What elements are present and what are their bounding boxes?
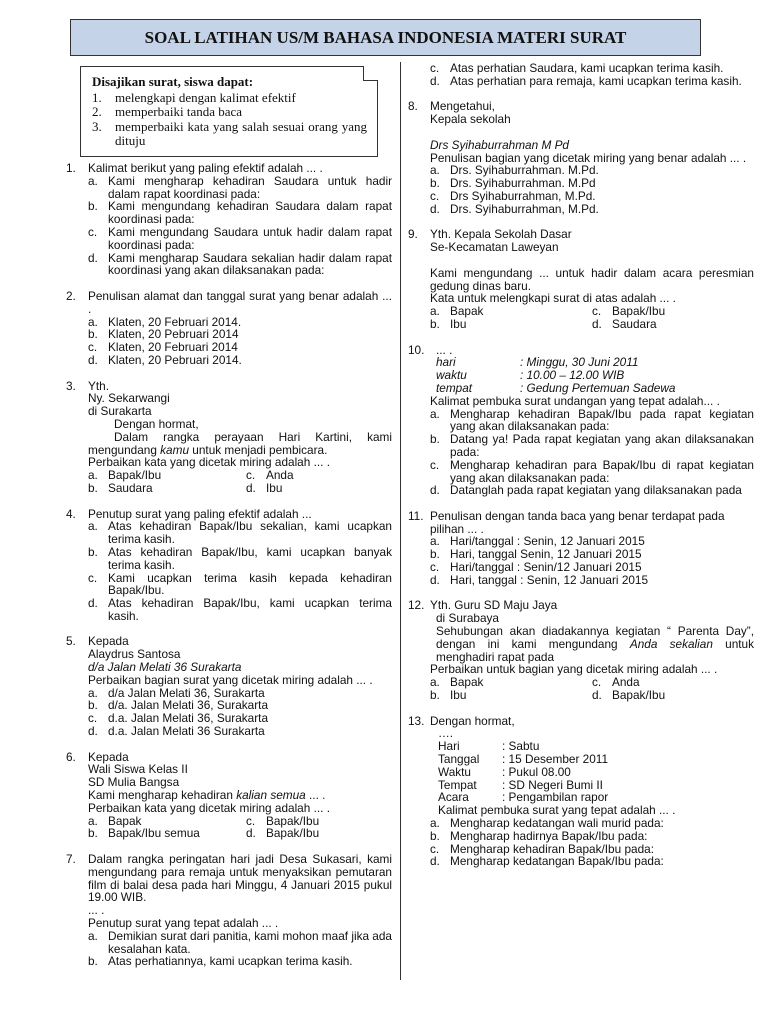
option-c[interactable]: c. Anda bbox=[592, 675, 640, 690]
question-2: 2. Penulisan alamat dan tanggal surat yang benar adalah ... . a. Klaten, 20 Februari 2014. b. Klaten, 20 Pebruari 2014 c. Klaten, 20 Februari 2014 d. Klaten, 20 Pebruari 2014. bbox=[66, 288, 392, 367]
objectives-heading: Disajikan surat, siswa dapat: bbox=[92, 74, 254, 89]
option-c[interactable]: c. Kami mengundang Saudara untuk hadir dalam rapat koordinasi pada: bbox=[88, 224, 392, 252]
question-stem: Penutup surat yang tepat adalah ... . bbox=[88, 916, 279, 931]
option-a[interactable]: a. Klaten, 20 Februari 2014. bbox=[88, 314, 242, 329]
question-9: 9. Yth. Kepala Sekolah Dasar Se-Kecamatan Laweyan Kami mengundang ... untuk hadir dalam acara peresmian gedung dinas baru. Kata untuk melengkapi surat di atas adalah ... . a. Bapak c. Bapak/Ibu b. Ibu d. Saudara bbox=[408, 227, 754, 331]
option-a[interactable]: a. Mengharap kehadiran Bapak/Ibu pada rapat kegiatan yang akan dilaksanakan pada: bbox=[430, 406, 754, 434]
question-7: 7. Dalam rangka peringatan hari jadi Desa Sukasari, kami mengundang para remaja untuk menyaksikan pemutaran film di balai desa pada hari Minggu, 4 Januari 2015 pukul 19.00 WIB. ... . Penutup surat yang tepat adalah ... . a. Demikian surat dari panitia, kami mohon maaf jika ada kesalahan kata. b. Atas perhatiannya, kami ucapkan terima kasih. bbox=[66, 852, 392, 969]
letter-body: Sehubungan akan diadakannya kegiatan “ Parenta Day”, dengan ini kami mengundang Anda sekalian untuk menghadiri rapat pada bbox=[436, 624, 754, 664]
option-d[interactable]: d. Hari, tanggal : Senin, 12 Januari 2015 bbox=[430, 572, 649, 587]
option-b[interactable]: b. d/a. Jalan Melati 36, Surakarta bbox=[88, 698, 269, 713]
option-c[interactable]: c. Mengharap kehadiran Bapak/Ibu pada: bbox=[430, 841, 654, 856]
option-b[interactable]: b. Ibu bbox=[430, 688, 467, 703]
option-b[interactable]: b. Atas perhatiannya, kami ucapkan terima kasih. bbox=[88, 954, 353, 969]
question-6: 6. Kepada Wali Siswa Kelas II SD Mulia Bangsa Kami mengharap kehadiran kalian semua ... . Perbaikan kata yang dicetak miring adalah ... . a. Bapak c. Bapak/Ibu b. Bapak/Ibu semua d. Bapak/Ibu bbox=[66, 751, 392, 841]
question-stem: Perbaikan kata yang dicetak miring adalah ... . bbox=[88, 455, 330, 470]
option-a[interactable]: a. Demikian surat dari panitia, kami mohon maaf jika ada kesalahan kata. bbox=[88, 928, 392, 956]
option-b[interactable]: b. Atas kehadiran Bapak/Ibu, kami ucapkan banyak terima kasih. bbox=[88, 544, 392, 572]
option-d[interactable]: d. d.a. Jalan Melati 36 Surakarta bbox=[88, 724, 265, 739]
option-b[interactable]: b. Saudara bbox=[88, 480, 153, 495]
question-stem: Kalimat pembuka surat yang tepat adalah ... . bbox=[438, 803, 676, 818]
question-3: 3. Yth. Ny. Sekarwangi di Surakarta Dengan hormat, Dalam rangka perayaan Hari Kartini, kami mengundang kamu untuk menjadi pembicara. Perbaikan kata yang dicetak miring adalah ... . a. Bapak/Ibu c. Anda b. Saudara d. Ibu bbox=[66, 378, 392, 495]
option-d[interactable]: d. Bapak/Ibu bbox=[246, 826, 320, 841]
question-4: 4. Penutup surat yang paling efektif adalah ... a. Atas kehadiran Bapak/Ibu sekalian, kami ucapkan terima kasih. b. Atas kehadiran Bapak/Ibu, kami ucapkan banyak terima kasih. c. Kami ucapkan terima kasih kepada kehadiran Bapak/Ibu. d. Atas kehadiran Bapak/Ibu, kami ucapkan terima kasih. bbox=[66, 506, 392, 623]
option-c[interactable]: c. Bapak/Ibu bbox=[592, 304, 666, 319]
option-d[interactable]: d. Klaten, 20 Pebruari 2014. bbox=[88, 352, 242, 367]
option-b[interactable]: b. Mengharap hadirnya Bapak/Ibu pada: bbox=[430, 828, 648, 843]
option-d[interactable]: d. Saudara bbox=[592, 316, 657, 331]
option-d[interactable]: d. Ibu bbox=[246, 480, 283, 495]
option-c[interactable]: c. Atas perhatian Saudara, kami ucapkan terima kasih. bbox=[430, 61, 724, 75]
option-a[interactable]: a. Kami mengharap kehadiran Saudara untuk hadir dalam rapat koordinasi pada: bbox=[88, 173, 392, 201]
question-12: 12. Yth. Guru SD Maju Jaya di Surabaya Sehubungan akan diadakannya kegiatan “ Parenta Day”, dengan ini kami mengundang Anda sekalian untuk menghadiri rapat pada Perbaikan untuk bagian yang dicetak miring adalah ... . a. Bapak c. Anda b. Ibu d. Bapak/Ibu bbox=[408, 598, 754, 703]
option-a[interactable]: a. Bapak bbox=[430, 675, 484, 690]
option-c[interactable]: c. Anda bbox=[246, 468, 294, 483]
question-stem: Penulisan bagian yang dicetak miring yang benar adalah ... . bbox=[430, 150, 747, 165]
option-a[interactable]: a. Drs. Syihaburrahman. M.Pd. bbox=[430, 163, 599, 178]
question-stem: Kalimat berikut yang paling efektif adalah ... . bbox=[88, 161, 323, 175]
question-stem: Kata untuk melengkapi surat di atas adalah ... . bbox=[430, 291, 676, 306]
option-a[interactable]: a. d/a Jalan Melati 36, Surakarta bbox=[88, 685, 265, 700]
option-c[interactable]: c. Hari/tanggal : Senin/12 Januari 2015 bbox=[430, 560, 642, 575]
option-b[interactable]: b. Kami mengundang kehadiran Saudara dalam rapat koordinasi pada: bbox=[88, 199, 392, 227]
option-d[interactable]: d. Datanglah pada rapat kegiatan yang dilaksanakan pada bbox=[430, 483, 742, 498]
question-11: 11. Penulisan dengan tanda baca yang benar terdapat pada pilihan ... . a. Hari/tanggal : Senin, 12 Januari 2015 b. Hari, tanggal Senin, 12 Januari 2015 c. Hari/tanggal : Senin/12 Januari 2015 d. Hari, tanggal : Senin, 12 Januari 2015 bbox=[408, 510, 754, 587]
option-c[interactable]: c. Drs Syihaburrahman, M.Pd. bbox=[430, 188, 596, 203]
option-d[interactable]: d. Atas perhatian para remaja, kami ucapkan terima kasih. bbox=[430, 73, 742, 88]
option-d[interactable]: d. Mengharap kedatangan Bapak/Ibu pada: bbox=[430, 854, 664, 869]
left-column bbox=[66, 162, 392, 981]
objective-item: 3. memperbaiki kata yang salah sesuai orang yang dituju bbox=[92, 118, 367, 149]
column-divider bbox=[400, 62, 401, 980]
option-c[interactable]: c. Klaten, 20 Februari 2014 bbox=[88, 340, 238, 355]
question-10: 10. ... . hari : Minggu, 30 Juni 2011 waktu : 10.00 – 12.00 WIB tempat : Gedung Pertemuan Sadewa Kalimat pembuka surat undangan yang tepat adalah... . a. Mengharap kehadiran Bapak/Ibu pada rapat kegiatan yang akan dilaksanakan pada: b. Datang ya! Pada rapat kegiatan yang akan dilaksanakan pada: c. Mengharap kehadiran para Bapak/Ibu di rapat kegiatan yang akan dilaksanakan pada: d. Datanglah pada rapat kegiatan yang dilaksanakan pada bbox=[408, 342, 754, 498]
option-d[interactable]: d. Atas kehadiran Bapak/Ibu, kami ucapkan terima kasih. bbox=[88, 596, 392, 623]
question-1: 1. Kalimat berikut yang paling efektif adalah ... . a. Kami mengharap kehadiran Saudara untuk hadir dalam rapat koordinasi pada: b. Kami mengundang kehadiran Saudara dalam rapat koordinasi pada: c. Kami mengundang Saudara untuk hadir dalam rapat koordinasi pada: d. Kami mengharap Saudara sekalian hadir dalam rapat koordinasi yang akan dilaksanakan pada: bbox=[66, 161, 392, 278]
question-8: 8. Mengetahui, Kepala sekolah Drs Syihaburrahman M Pd Penulisan bagian yang dicetak miring yang benar adalah ... . a. Drs. Syihaburrahman. M.Pd. b. Drs. Syihaburrahman. M.Pd c. Drs Syihaburrahman, M.Pd. d. Drs. Syihaburrahman, M.Pd. bbox=[408, 100, 754, 215]
option-d[interactable]: d. Kami mengharap Saudara sekalian hadir dalam rapat koordinasi yang akan dilaksanakan pada: bbox=[88, 250, 392, 278]
question-stem: Penulisan dengan tanda baca yang benar terdapat pada pilihan ... . bbox=[430, 508, 725, 536]
letter-body: Dalam rangka perayaan Hari Kartini, kami mengundang kamu untuk menjadi pembicara. bbox=[88, 429, 392, 457]
option-a[interactable]: a. Hari/tanggal : Senin, 12 Januari 2015 bbox=[430, 534, 645, 549]
letter-body: Kami mengharap kehadiran kalian semua ... . bbox=[88, 788, 326, 803]
question-stem: Kalimat pembuka surat undangan yang tepat adalah... . bbox=[430, 393, 720, 408]
question-13: 13. Dengan hormat, …. Hari : Sabtu Tanggal : 15 Desember 2011 Waktu : Pukul 08.00 Tempat : SD Negeri Bumi II Acara : Pengambilan rapor Kalimat pembuka surat yang tepat adalah ... . a. Mengharap kedatangan wali murid pada: b. Mengharap hadirnya Bapak/Ibu pada: c. Mengharap kehadiran Bapak/Ibu pada: d. Mengharap kedatangan Bapak/Ibu pada: bbox=[408, 715, 754, 869]
option-a[interactable]: a. Mengharap kedatangan wali murid pada: bbox=[430, 816, 664, 831]
letter-body: Kami mengundang ... untuk hadir dalam acara peresmian gedung dinas baru. bbox=[430, 265, 754, 293]
option-c[interactable]: c. d.a. Jalan Melati 36, Surakarta bbox=[88, 711, 269, 726]
question-stem: Penulisan alamat dan tanggal surat yang benar adalah ... . bbox=[88, 288, 392, 316]
option-b[interactable]: b. Bapak/Ibu semua bbox=[88, 826, 200, 841]
right-column bbox=[408, 62, 754, 881]
option-b[interactable]: b. Klaten, 20 Pebruari 2014 bbox=[88, 327, 239, 342]
option-b[interactable]: b. Datang ya! Pada rapat kegiatan yang akan dilaksanakan pada: bbox=[430, 432, 754, 459]
option-d[interactable]: d. Bapak/Ibu bbox=[592, 688, 666, 703]
question-stem: Penutup surat yang paling efektif adalah ... bbox=[88, 506, 312, 521]
event-details: Hari : Sabtu Tanggal : 15 Desember 2011 Waktu : Pukul 08.00 Tempat : SD Negeri Bumi II Acara : Pengambilan rapor bbox=[438, 739, 609, 805]
page-title: SOAL LATIHAN US/M BAHASA INDONESIA MATERI SURAT bbox=[70, 19, 701, 56]
option-b[interactable]: b. Drs. Syihaburrahman. M.Pd bbox=[430, 176, 596, 191]
objective-item: 2. memperbaiki tanda baca bbox=[92, 104, 243, 120]
question-5: 5. Kepada Alaydrus Santosa d/a Jalan Melati 36 Surakarta Perbaikan bagian surat yang dicetak miring adalah ... . a. d/a Jalan Melati 36, Surakarta b. d/a. Jalan Melati 36, Surakarta c. d.a. Jalan Melati 36, Surakarta d. d.a. Jalan Melati 36 Surakarta bbox=[66, 635, 392, 737]
option-c[interactable]: c. Bapak/Ibu bbox=[246, 813, 320, 828]
question-stem: Perbaikan untuk bagian yang dicetak miring adalah ... . bbox=[430, 662, 718, 677]
option-a[interactable]: a. Bapak bbox=[88, 813, 142, 828]
letter-body: Dalam rangka peringatan hari jadi Desa Sukasari, kami mengundang para remaja untuk menyaksikan pemutaran film di balai desa pada hari Minggu, 4 Januari 2015 pukul 19.00 WIB. bbox=[88, 852, 392, 905]
option-a[interactable]: a. Bapak bbox=[430, 304, 484, 319]
option-c[interactable]: c. Kami ucapkan terima kasih kepada kehadiran Bapak/Ibu. bbox=[88, 570, 392, 598]
option-d[interactable]: d. Drs. Syihaburrahman, M.Pd. bbox=[430, 201, 599, 216]
objectives-box bbox=[80, 66, 378, 157]
objective-item: 1. melengkapi dengan kalimat efektif bbox=[92, 89, 296, 105]
option-b[interactable]: b. Hari, tanggal Senin, 12 Januari 2015 bbox=[430, 547, 642, 562]
option-c[interactable]: c. Mengharap kehadiran para Bapak/Ibu di rapat kegiatan yang akan dilaksanakan pada: bbox=[430, 457, 754, 485]
option-b[interactable]: b. Ibu bbox=[430, 316, 467, 331]
option-a[interactable]: a. Bapak/Ibu bbox=[88, 468, 162, 483]
option-a[interactable]: a. Atas kehadiran Bapak/Ibu sekalian, kami ucapkan terima kasih. bbox=[88, 519, 392, 547]
question-7-continued bbox=[408, 62, 754, 88]
event-details: hari : Minggu, 30 Juni 2011 waktu : 10.00 – 12.00 WIB tempat : Gedung Pertemuan Sadewa bbox=[436, 355, 676, 395]
question-stem: Perbaikan bagian surat yang dicetak miring adalah ... . bbox=[88, 672, 373, 687]
question-stem: Perbaikan kata yang dicetak miring adalah ... . bbox=[88, 800, 330, 815]
